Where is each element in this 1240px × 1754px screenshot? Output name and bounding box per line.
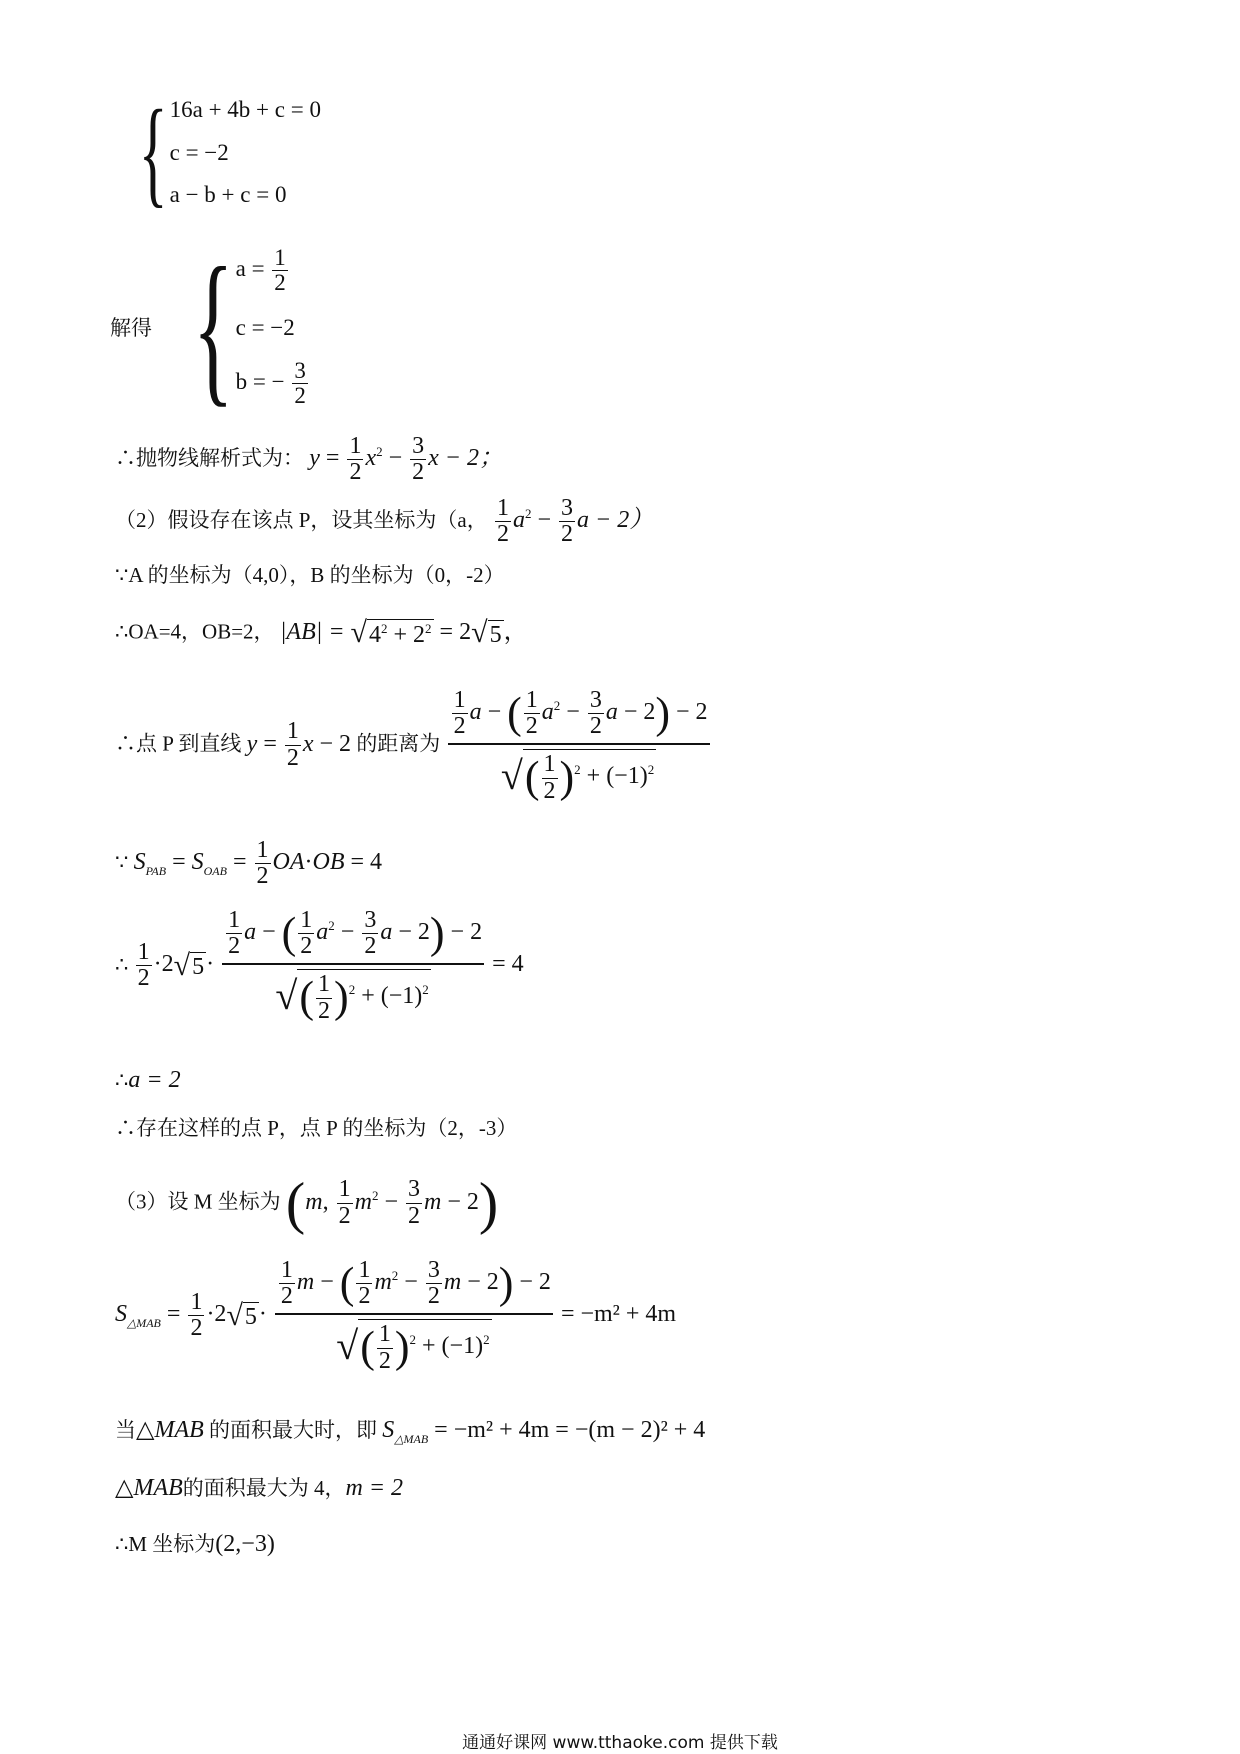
max-area-line: 当△MAB 的面积最大时，即 $S_{\triangle MAB} = -m^2 + 4m = -(m - 2)^2 + 4$ <box>115 1417 706 1446</box>
part2-line: （2）假设存在该点 P，设其坐标为（a， $\frac{1}{2}$ $a^2$ − $\frac{3}{2}$ a − 2） <box>115 495 654 548</box>
solution-b: b = − $\frac{3}{2}$ <box>235 357 306 408</box>
existence-line: ∴存在这样的点 P，点 P 的坐标为（2，-3） <box>115 1116 518 1140</box>
length-line: ∴OA=4，OB=2， $|AB| = √4^2 + 2^2 = 2√5$， <box>115 616 528 649</box>
solution-c: c = −2 <box>235 314 295 340</box>
system-row-3: a − b + c = 0 <box>169 182 287 207</box>
equation-system <box>110 85 321 218</box>
a-result: ∴a = 2 <box>115 1067 181 1093</box>
area-equation: ∴ $\frac{1}{2}$ ·2√5· $\frac{1}{2}$ a − ( $\frac{1}{2}$ $a^2$ − $\frac{3}{2}$ a − 2) − 2 √( $\frac{1}{2}$ )$^2 + (-1)^2$ = 4 <box>115 907 524 1024</box>
coordinates-line: ∵A 的坐标为（4,0），B 的坐标为（0，-2） <box>115 563 505 587</box>
m-coordinate: ∴M 坐标为(2,−3) <box>115 1531 275 1557</box>
system-row-2: c = −2 <box>169 139 229 165</box>
part3-line: （3）设 M 坐标为 (m, $\frac{1}{2}$ $m^2$ − $\frac{3}{2}$ m − 2) <box>115 1170 499 1235</box>
solve-label: 解得 <box>110 316 152 340</box>
distance-fraction: $\frac{1}{2}$ a − ( $\frac{1}{2}$ $a^2$ − $\frac{3}{2}$ a − 2) − 2 √( $\frac{1}{2}$ )$^2 + (-1)^2$ <box>448 688 710 804</box>
parabola-line: ∴抛物线解析式为： y = $\frac{1}{2}$ $x^2$ − $\frac{3}{2}$ x − 2； <box>115 433 504 486</box>
distance-line: ∴点 P 到直线 y = $\frac{1}{2}$ x − 2 的距离为 $\frac{1}{2}$ a − ( $\frac{1}{2}$ $a^2$ − $\frac{3}{2}$ a − 2) − 2 √( $\frac{1}{2}$ )$^2 + (-1)^2$ <box>115 687 708 804</box>
left-brace: { <box>138 85 168 218</box>
solution-a: a = $\frac{1}{2}$ <box>235 245 286 296</box>
footer: 通通好课网 www.tthaoke.com 提供下载 <box>462 1733 778 1753</box>
left-brace: { <box>192 233 234 421</box>
area-line: ∵ $S_{PAB} = S_{OAB}$ = $\frac{1}{2}$ OA·OB = 4 <box>115 837 383 890</box>
smab-line: $S_{\triangle MAB}$ = $\frac{1}{2}$ ·2√5· $\frac{1}{2}$ m − ( $\frac{1}{2}$ $m^2$ − $\frac{3}{2}$ m − 2) − 2 √( $\frac{1}{2}$ )$^2 + (-1)^2$ = −m² + 4m <box>115 1257 677 1374</box>
system-row-1: 16a + 4b + c = 0 <box>169 97 321 122</box>
max-area-result: △MAB的面积最大为 4，m = 2 <box>115 1475 404 1501</box>
solution-system <box>110 233 310 421</box>
